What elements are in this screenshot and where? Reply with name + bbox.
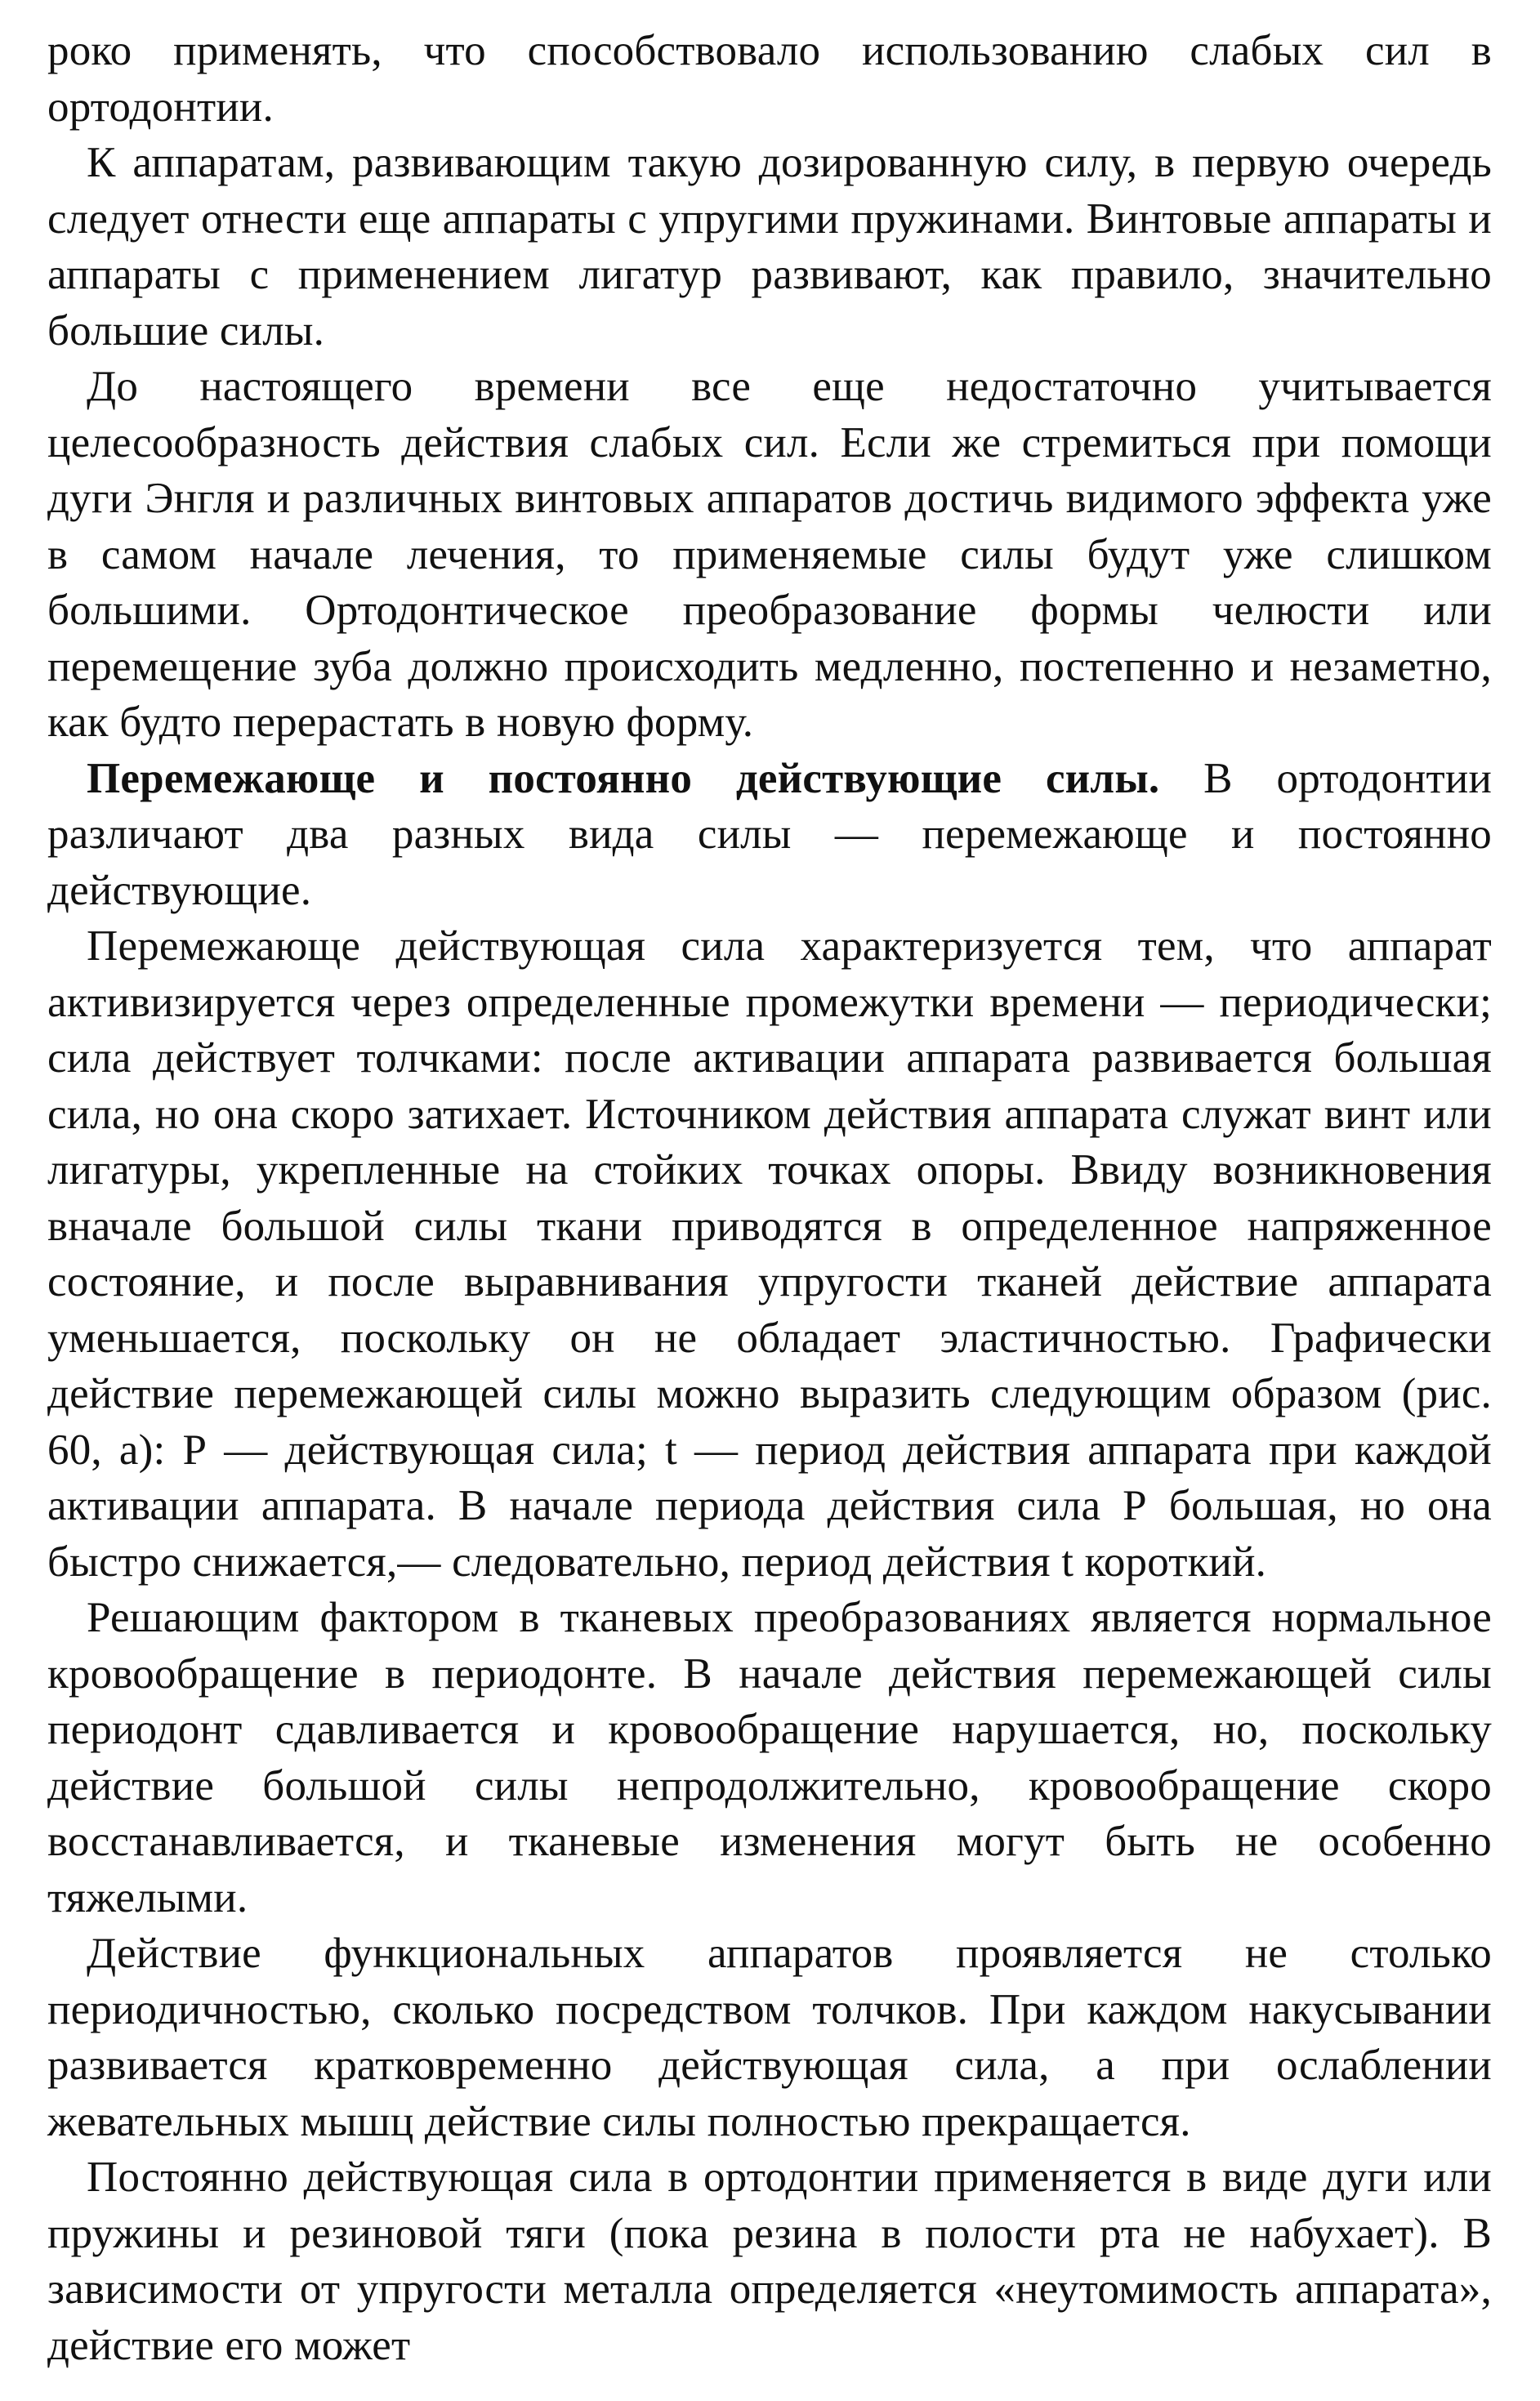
paragraph-functional-apparatus: Действие функциональных аппаратов проявляется не столько периодичностью, сколько посредством толчков. При каждом накусывании развивается кратковременно действующая сила, а при ослаблении жевательных мышц действие силы полностью прекращается. xyxy=(47,1930,1492,2145)
paragraph-apparatus-springs: К аппаратам, развивающим такую дозированную силу, в первую очередь следует отнести еще аппараты с упругими пружинами. Винтовые аппараты и аппараты с применением лигатур развивают, как правило, значительно большие силы. xyxy=(47,139,1492,355)
paragraph-constant-force: Постоянно действующая сила в ортодонтии применяется в виде дуги или пружины и резиновой тяги (пока резина в полости рта не набухает). В зависимости от упругости металла определяется «неутомимость аппарата», действие его может xyxy=(47,2153,1492,2369)
section-heading: Перемежающе и постоянно действующие силы. xyxy=(87,754,1160,802)
document-page xyxy=(47,23,1492,2373)
paragraph-weak-forces: До настоящего времени все еще недостаточно учитывается целесообразность действия слабых сил. Если же стремиться при помощи дуги Энгля и различных винтовых аппаратов достичь видимого эффекта уже в самом начале лечения, то применяемые силы будут уже слишком большими. Ортодонтическое преобразование формы челюсти или перемещение зуба должно происходить медленно, постепенно и незаметно, как будто перерастать в новую форму. xyxy=(47,363,1492,746)
paragraph-force-types xyxy=(47,751,1492,919)
paragraph-intermittent-force: Перемежающе действующая сила характеризуется тем, что аппарат активизируется через определенные промежутки времени — периодически; сила действует толчками: после активации аппарата развивается большая сила, но она скоро затихает. Источником действия аппарата служат винт или лигатуры, укрепленные на стойких точках опоры. Ввиду возникновения вначале большой силы ткани приводятся в определенное напряженное состояние, и после выравнивания упругости тканей действие аппарата уменьшается, поскольку он не обладает эластичностью. Графически действие перемежающей силы можно выразить следующим образом (рис. 60, а): Р — действующая сила; t — период действия аппарата при каждой активации аппарата. В начале периода действия сила Р большая, но она быстро снижается,— следовательно, период действия t короткий. xyxy=(47,922,1492,1586)
section-heading-body: В ортодонтии различают два разных вида силы — перемежающе и постоянно действующие. xyxy=(47,754,1493,914)
paragraph-continuation: роко применять, что способствовало использованию слабых сил в ортодонтии. xyxy=(47,27,1492,131)
paragraph-circulation: Решающим фактором в тканевых преобразованиях является нормальное кровообращение в периодонте. В начале действия перемежающей силы периодонт сдавливается и кровообращение нарушается, но, поскольку действие большой силы непродолжительно, кровообращение скоро восстанавливается, и тканевые изменения могут быть не особенно тяжелыми. xyxy=(47,1594,1492,1921)
